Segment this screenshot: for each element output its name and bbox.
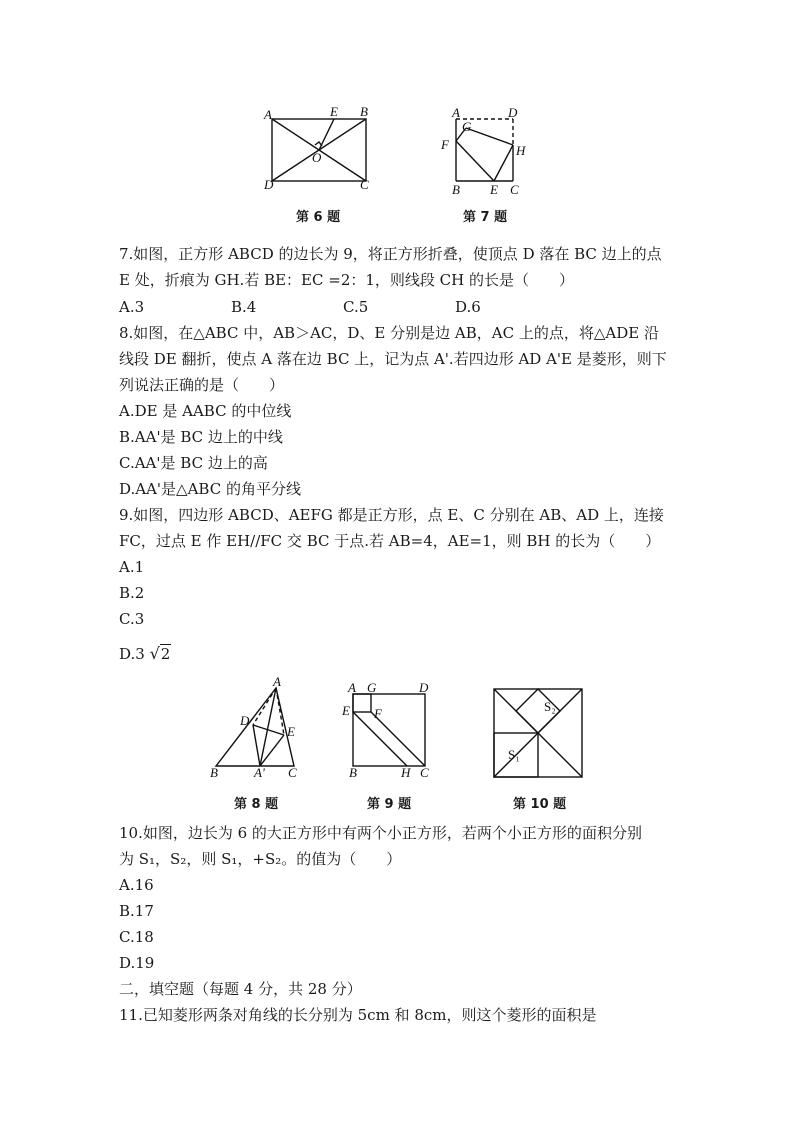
label-a-prime: A' xyxy=(254,765,265,780)
label-b: B xyxy=(360,104,368,119)
q8-stem-line-1: 8.如图，在△ABC 中，AB＞AC，D、E 分别是边 AB，AC 上的点，将△ADE 沿 xyxy=(119,324,659,342)
q10-option-c: C.18 xyxy=(119,928,154,946)
segment-ae-dashed xyxy=(276,688,284,735)
label-s1: S₁ xyxy=(508,747,520,762)
label-c: C xyxy=(288,765,297,780)
q10-option-b: B.17 xyxy=(119,902,154,920)
label-e: E xyxy=(330,104,338,119)
square-aefg xyxy=(353,694,371,712)
q10-option-a: A.16 xyxy=(119,876,154,894)
q9-option-b: B.2 xyxy=(119,584,145,602)
label-e: E xyxy=(490,182,498,197)
label-s2: S₂ xyxy=(544,699,556,714)
label-c: C xyxy=(510,182,519,197)
figure-8-diagram xyxy=(200,674,310,780)
label-d: D xyxy=(419,680,429,695)
section-2-heading: 二，填空题（每题 4 分，共 28 分） xyxy=(119,980,362,998)
label-e: E xyxy=(287,724,295,739)
figure-8-caption: 第 8 题 xyxy=(234,797,279,812)
label-h: H xyxy=(516,143,526,158)
segment-he xyxy=(494,145,513,181)
q7-option-c: C.5 xyxy=(343,298,369,316)
label-b: B xyxy=(452,182,460,197)
label-a: A xyxy=(273,674,281,689)
label-c: C xyxy=(420,765,429,780)
q9-stem-line-2: FC，过点 E 作 EH//FC 交 BC 于点.若 AB=4，AE=1，则 BH 的长为（ ） xyxy=(119,532,661,550)
label-o: O xyxy=(312,150,322,165)
q9-option-c: C.3 xyxy=(119,610,145,628)
label-d: D xyxy=(508,105,518,120)
figure-6-caption: 第 6 题 xyxy=(296,210,341,225)
q8-option-b: B.AA'是 BC 边上的中线 xyxy=(119,428,283,446)
segment-da-prime xyxy=(253,725,260,766)
label-a: A xyxy=(264,107,272,122)
q9-option-d xyxy=(119,644,679,664)
figure-9-caption: 第 9 题 xyxy=(367,797,412,812)
label-d: D xyxy=(264,177,274,192)
figure-10-caption: 第 10 题 xyxy=(513,797,567,812)
q10-stem-line-1: 10.如图，边长为 6 的大正方形中有两个小正方形，若两个小正方形的面积分别 xyxy=(119,824,642,842)
q7-option-b: B.4 xyxy=(231,298,257,316)
crease-gh xyxy=(466,128,513,145)
figure-7-caption: 第 7 题 xyxy=(463,210,508,225)
q9-option-a: A.1 xyxy=(119,558,145,576)
label-f: F xyxy=(441,137,449,152)
label-g: G xyxy=(462,119,472,134)
q9-option-d-radicand: 2 xyxy=(160,645,171,663)
q10-stem-line-2: 为 S₁，S₂，则 S₁，+S₂。的值为（ ） xyxy=(119,850,402,868)
label-b: B xyxy=(210,765,218,780)
label-h: H xyxy=(401,765,411,780)
figure-10-diagram xyxy=(490,685,590,785)
label-d: D xyxy=(240,713,250,728)
right-angle-mark xyxy=(315,142,322,146)
label-g: G xyxy=(367,680,377,695)
figure-6-diagram xyxy=(260,105,380,195)
sqrt-sign: √ xyxy=(149,644,160,663)
q9-stem-line-1: 9.如图，四边形 ABCD、AEFG 都是正方形，点 E、C 分别在 AB、AD 上，连接 xyxy=(119,506,664,524)
q8-stem-line-3: 列说法正确的是（ ） xyxy=(119,376,285,394)
figure-7-diagram xyxy=(440,105,540,195)
label-e: E xyxy=(342,703,350,718)
label-b: B xyxy=(349,765,357,780)
q8-option-d: D.AA'是△ABC 的角平分线 xyxy=(119,480,301,498)
q8-option-a: A.DE 是 AABC 的中位线 xyxy=(119,402,292,420)
q10-option-d: D.19 xyxy=(119,954,155,972)
label-c: C xyxy=(360,177,369,192)
q11-stem-line-1: 11.已知菱形两条对角线的长分别为 5cm 和 8cm，则这个菱形的面积是 xyxy=(119,1006,597,1024)
q8-option-c: C.AA'是 BC 边上的高 xyxy=(119,454,268,472)
q7-option-d: D.6 xyxy=(455,298,481,316)
q7-stem-line-2: E 处，折痕为 GH.若 BE：EC =2：1，则线段 CH 的长是（ ） xyxy=(119,271,575,289)
triangle-abc xyxy=(216,688,294,766)
label-a: A xyxy=(348,680,356,695)
label-a: A xyxy=(452,105,460,120)
label-f: F xyxy=(374,706,382,721)
q9-option-d-prefix: D.3 xyxy=(119,645,145,663)
q7-option-a: A.3 xyxy=(119,298,145,316)
segment-fe xyxy=(456,141,494,181)
figure-9-diagram xyxy=(340,680,440,780)
q8-stem-line-2: 线段 DE 翻折，使点 A 落在边 BC 上，记为点 A'.若四边形 AD A'E 是菱形，则下 xyxy=(119,350,667,368)
q7-stem-line-1: 7.如图，正方形 ABCD 的边长为 9，将正方形折叠，使顶点 D 落在 BC 边上的点 xyxy=(119,245,662,263)
